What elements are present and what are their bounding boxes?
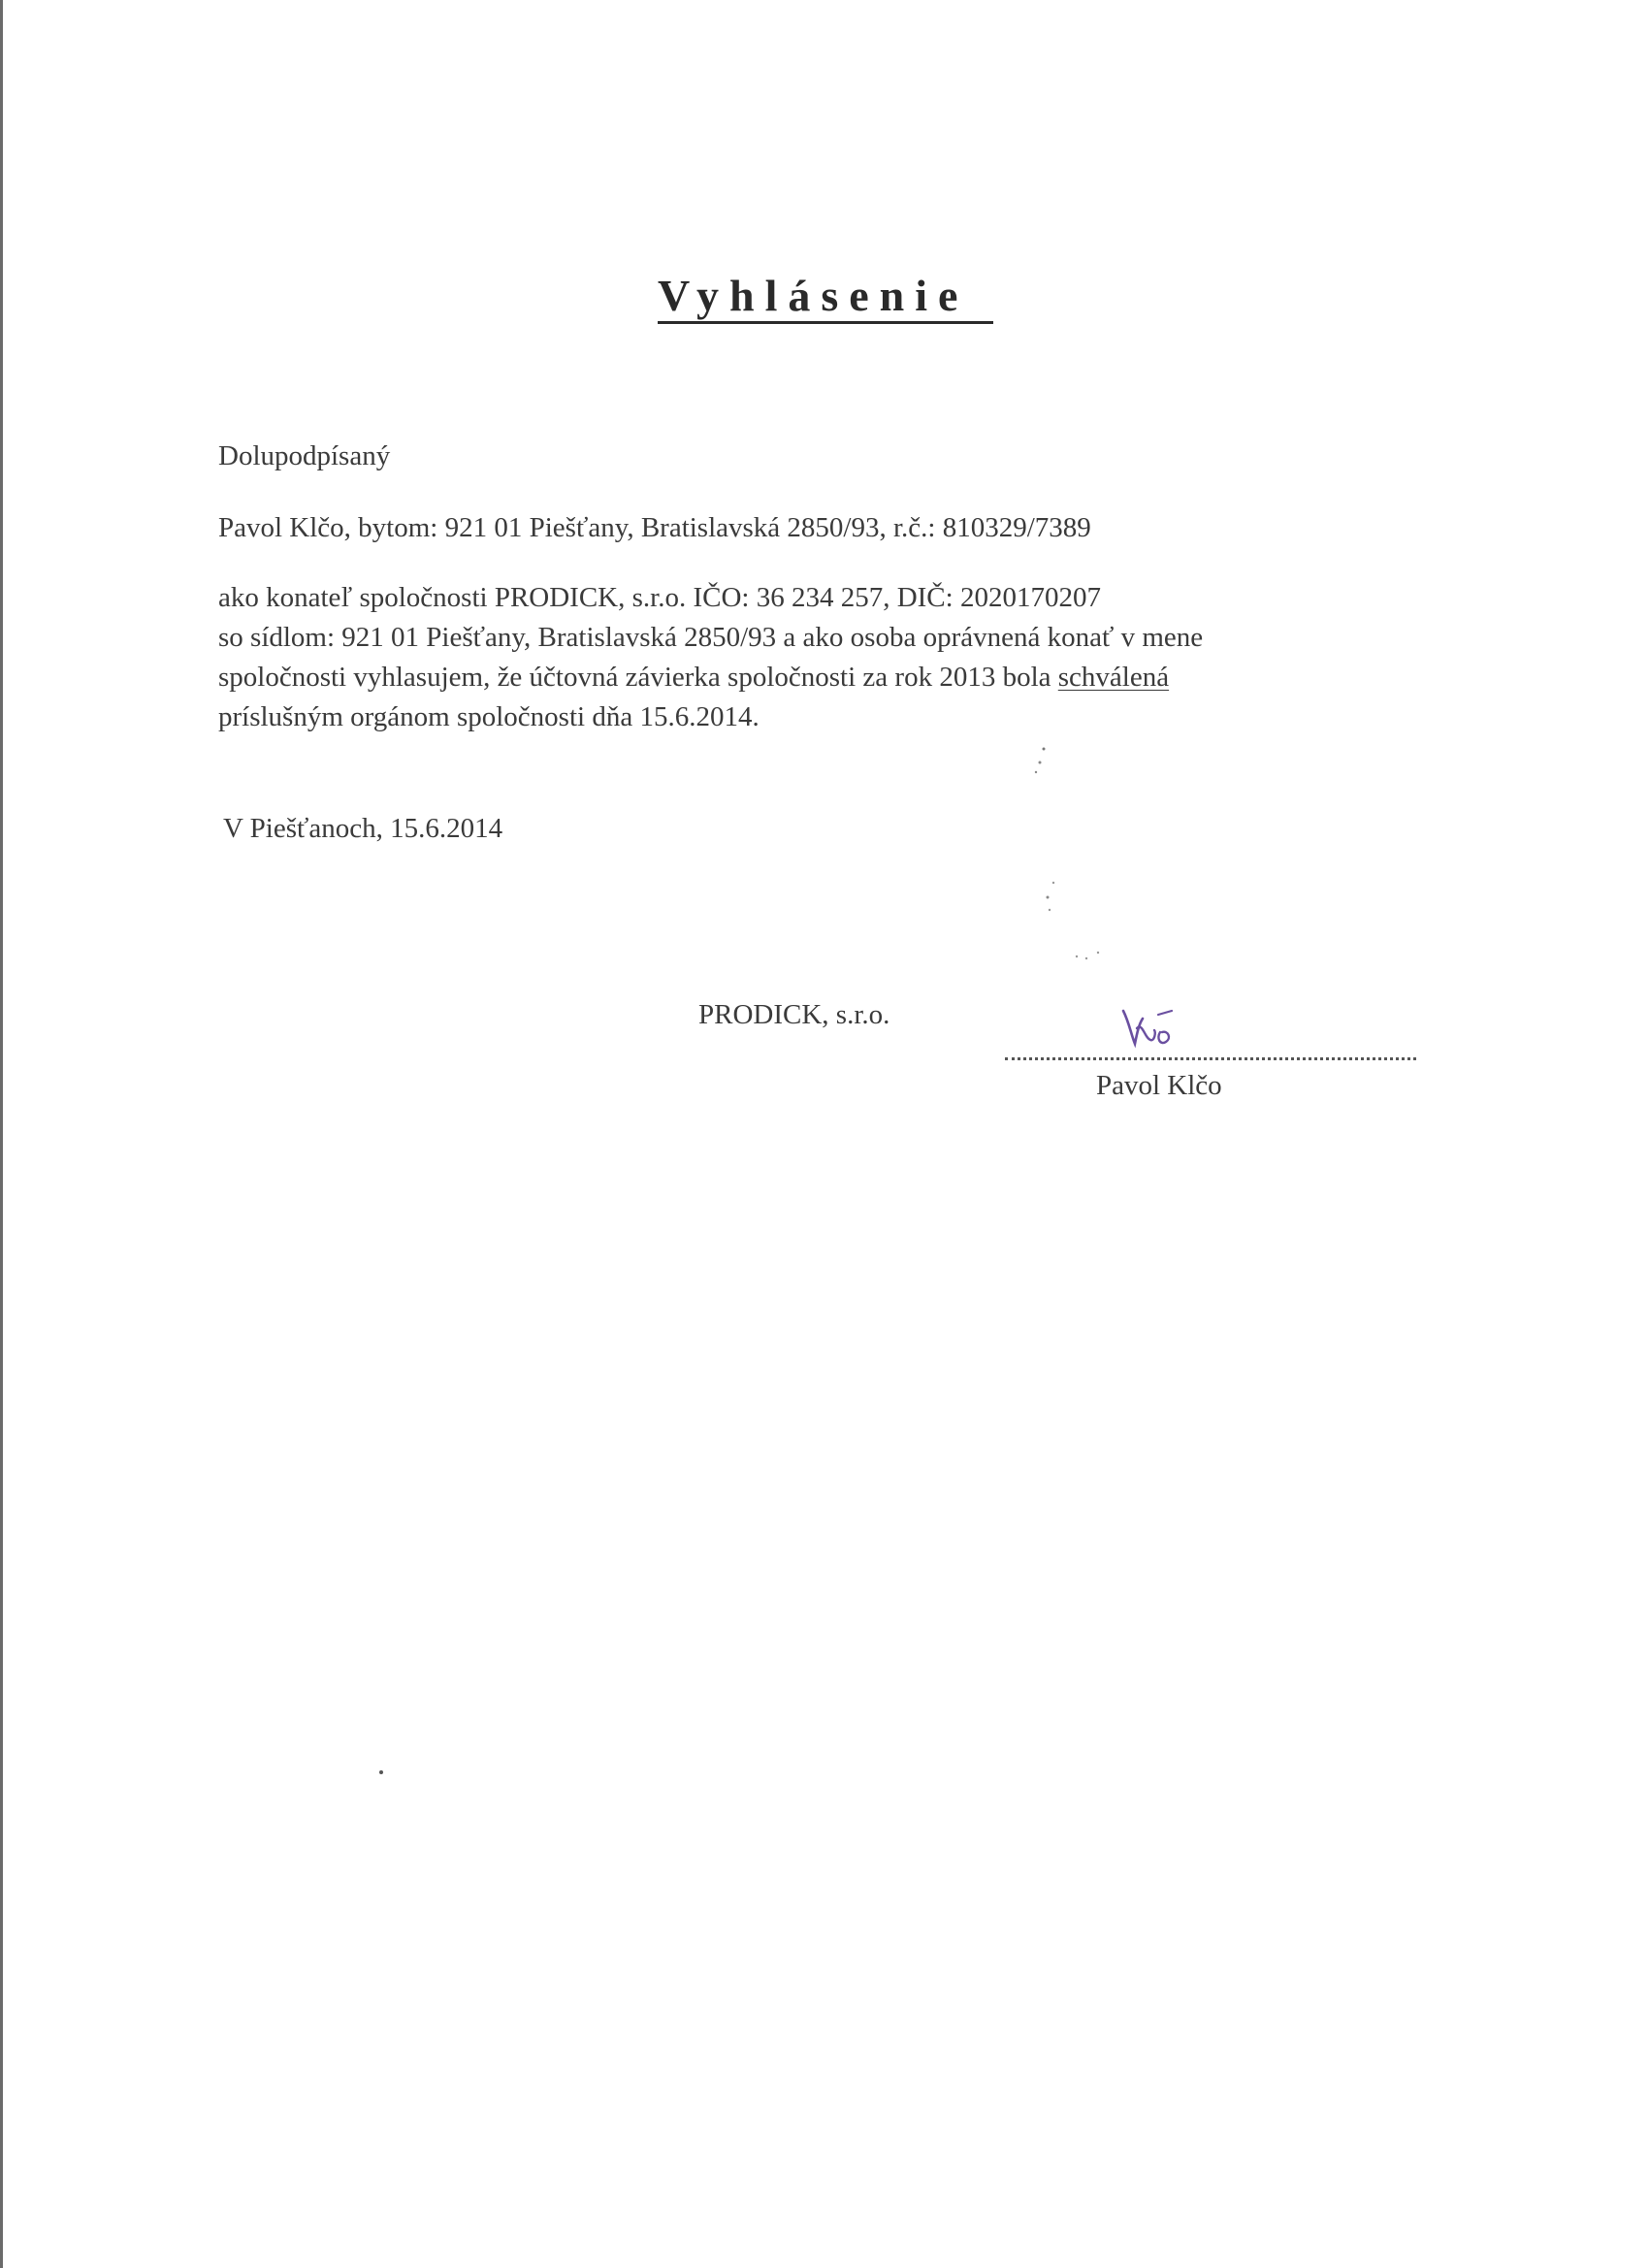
intro-text: Dolupodpísaný — [218, 440, 391, 471]
body-line-1: ako konateľ spoločnosti PRODICK, s.r.o. IČO: 36 234 257, DIČ: 2020170207 — [218, 582, 1101, 613]
page-edge — [0, 0, 3, 2268]
body-line-2: so sídlom: 921 01 Piešťany, Bratislavská 2850/93 a ako osoba oprávnená konať v mene — [218, 622, 1204, 653]
document-title: Vyhlásenie — [658, 271, 969, 320]
title-underline — [658, 321, 993, 324]
signature-line — [1005, 1042, 1416, 1060]
place-date: V Piešťanoch, 15.6.2014 — [223, 813, 503, 844]
company-name: PRODICK, s.r.o. — [698, 999, 890, 1030]
body-line-3-text: spoločnosti vyhlasujem, že účtovná závierka spoločnosti za rok 2013 bola — [218, 662, 1058, 693]
person-line: Pavol Klčo, bytom: 921 01 Piešťany, Bratislavská 2850/93, r.č.: 810329/7389 — [218, 512, 1091, 543]
scan-specks — [1009, 737, 1145, 980]
signer-name: Pavol Klčo — [1096, 1070, 1222, 1101]
scan-speck — [379, 1770, 383, 1774]
approved-word: schválená — [1057, 662, 1170, 693]
body-line-4: príslušným orgánom spoločnosti dňa 15.6.2014. — [218, 701, 760, 732]
body-line-3 — [218, 662, 1169, 694]
